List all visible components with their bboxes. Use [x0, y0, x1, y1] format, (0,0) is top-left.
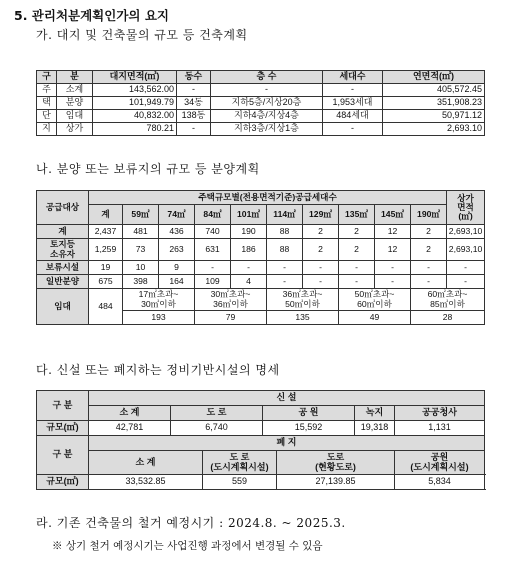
- header-cell: 도로 (현황도로): [277, 451, 395, 475]
- table-row: [37, 225, 485, 239]
- table-cell: 164: [159, 275, 195, 289]
- table-cell: 484세대: [323, 110, 383, 123]
- section-ga-heading: 가. 대지 및 건축물의 규모 등 건축계획: [36, 28, 248, 42]
- table-cell: 2,693,10: [447, 225, 485, 239]
- rental-range: 30㎡초과~ 36㎡이하: [195, 289, 267, 311]
- table-cell: 4: [231, 275, 267, 289]
- table-cell: 675: [89, 275, 123, 289]
- row-label: 보류시설: [37, 261, 89, 275]
- table-cell: 101,949.79: [93, 97, 177, 110]
- table-cell: 50,971.12: [383, 110, 485, 123]
- size-header: 145㎡: [375, 205, 411, 225]
- table-cell: 740: [195, 225, 231, 239]
- table-cell: 2: [339, 225, 375, 239]
- table-cell: 2: [303, 239, 339, 261]
- row-label: 일반분양: [37, 275, 89, 289]
- table-cell: 79: [195, 311, 267, 325]
- table-cell: 436: [159, 225, 195, 239]
- rental-range: 50㎡초과~ 60㎡이하: [339, 289, 411, 311]
- table-cell: 190: [231, 225, 267, 239]
- table-cell: 27,139.85: [277, 475, 395, 490]
- table-cell: 138동: [177, 110, 211, 123]
- table-cell: -: [411, 261, 447, 275]
- table-cell: -: [411, 275, 447, 289]
- table-cell: 2: [339, 239, 375, 261]
- rental-range-row: [37, 289, 485, 311]
- abolished-facility-header: 폐 지: [89, 436, 485, 451]
- table-cell: -: [323, 123, 383, 136]
- table-cell: 33,532.85: [89, 475, 203, 490]
- table-cell: -: [267, 275, 303, 289]
- table-row: [37, 110, 485, 123]
- table-cell: 2,693,10: [447, 239, 485, 261]
- section-da-heading: 다. 신설 또는 폐지하는 정비기반시설의 명세: [36, 363, 280, 377]
- table-cell: 지하5층/지상20층: [211, 97, 323, 110]
- table-cell: 2,437: [89, 225, 123, 239]
- table-cell: 49: [339, 311, 411, 325]
- table-cell: 88: [267, 225, 303, 239]
- table-cell: 73: [123, 239, 159, 261]
- header-cell: 분: [57, 71, 93, 84]
- table-cell: 780.21: [93, 123, 177, 136]
- header-cell: 소 계: [89, 406, 171, 421]
- table-row: [37, 123, 485, 136]
- header-cell: 녹지: [355, 406, 395, 421]
- row-label: 분양: [57, 97, 93, 110]
- row-label: 규모(㎡): [37, 475, 89, 490]
- table-cell: 631: [195, 239, 231, 261]
- table-cell: 398: [123, 275, 159, 289]
- table-cell: -: [303, 275, 339, 289]
- table-cell: -: [177, 123, 211, 136]
- table-cell: 19,318: [355, 421, 395, 436]
- table-cell: -: [339, 275, 375, 289]
- table-cell: 351,908.23: [383, 97, 485, 110]
- table-cell: 1,953세대: [323, 97, 383, 110]
- table-cell: -: [231, 261, 267, 275]
- table-header-row: [37, 71, 485, 84]
- header-cell: 소 계: [89, 451, 203, 475]
- table-cell: 135: [267, 311, 339, 325]
- size-header: 135㎡: [339, 205, 375, 225]
- table-cell: 34동: [177, 97, 211, 110]
- size-header: 계: [89, 205, 123, 225]
- header-cell: 도 로: [171, 406, 263, 421]
- table-cell: 1,131: [395, 421, 485, 436]
- row-label: 임대: [57, 110, 93, 123]
- table-cell: 42,781: [89, 421, 171, 436]
- side-label: 택: [37, 97, 57, 110]
- table-cell: 88: [267, 239, 303, 261]
- table-cell: 28: [411, 311, 485, 325]
- header-cell: 공공청사: [395, 406, 485, 421]
- header-cell: 대지면적(㎡): [93, 71, 177, 84]
- table-cell: -: [375, 261, 411, 275]
- section-ra-heading: 라. 기존 건축물의 철거 예정시기 : 2024.8. ~ 2025.3.: [36, 516, 346, 530]
- size-header: 84㎡: [195, 205, 231, 225]
- table-cell: 2: [411, 239, 447, 261]
- table-cell: 1,259: [89, 239, 123, 261]
- table-cell: 2: [411, 225, 447, 239]
- row-label: 토지등 소유자: [37, 239, 89, 261]
- size-header: 59㎡: [123, 205, 159, 225]
- size-header: 74㎡: [159, 205, 195, 225]
- size-header: 101㎡: [231, 205, 267, 225]
- building-plan-table: [36, 70, 485, 136]
- table-cell: 2: [303, 225, 339, 239]
- table-cell: 484: [89, 289, 123, 325]
- rental-range: 17㎡초과~ 30㎡이하: [123, 289, 195, 311]
- table-cell: 15,592: [263, 421, 355, 436]
- header-cell: 공원 (도시계획시설): [395, 451, 485, 475]
- table-cell: 지하3층/지상1층: [211, 123, 323, 136]
- side-label: 단: [37, 110, 57, 123]
- table-cell: -: [267, 261, 303, 275]
- table-row: [37, 97, 485, 110]
- table-cell: -: [303, 261, 339, 275]
- side-label: 지: [37, 123, 57, 136]
- table-cell: -: [177, 84, 211, 97]
- table-row: [37, 421, 485, 436]
- store-area-header: 상가 면적 (㎡): [447, 191, 485, 225]
- table-cell: -: [211, 84, 323, 97]
- table-cell: -: [447, 275, 485, 289]
- table-cell: 5,834: [395, 475, 485, 490]
- gubun-header: 구 분: [37, 436, 89, 475]
- row-label: 상가: [57, 123, 93, 136]
- gubun-header: 구 분: [37, 391, 89, 421]
- header-cell: 층 수: [211, 71, 323, 84]
- table-cell: 19: [89, 261, 123, 275]
- table-cell: 40,832.00: [93, 110, 177, 123]
- header-cell: 공 원: [263, 406, 355, 421]
- new-facility-header: 신 설: [89, 391, 485, 406]
- header-cell: 동수: [177, 71, 211, 84]
- side-label: 주: [37, 84, 57, 97]
- table-cell: 6,740: [171, 421, 263, 436]
- table-cell: 263: [159, 239, 195, 261]
- document-title: 5. 관리처분계획인가의 요지: [14, 8, 169, 23]
- size-header: 129㎡: [303, 205, 339, 225]
- table-row: [37, 239, 485, 261]
- row-label: 규모(㎡): [37, 421, 89, 436]
- table-row: [37, 475, 485, 490]
- size-header: 190㎡: [411, 205, 447, 225]
- table-row: [37, 275, 485, 289]
- table-row: [37, 261, 485, 275]
- table-cell: 12: [375, 225, 411, 239]
- table-cell: 109: [195, 275, 231, 289]
- table-cell: 405,572.45: [383, 84, 485, 97]
- infrastructure-table: [36, 390, 485, 490]
- table-cell: 10: [123, 261, 159, 275]
- header-cell: 세대수: [323, 71, 383, 84]
- table-cell: 186: [231, 239, 267, 261]
- group-header: 주택규모별(전용면적기준)공급세대수: [89, 191, 447, 205]
- table-cell: -: [195, 261, 231, 275]
- rental-range: 60㎡초과~ 85㎡이하: [411, 289, 485, 311]
- header-cell: 연면적(㎡): [383, 71, 485, 84]
- rental-range: 36㎡초과~ 50㎡이하: [267, 289, 339, 311]
- table-cell: 143,562.00: [93, 84, 177, 97]
- table-row: [37, 84, 485, 97]
- section-na-heading: 나. 분양 또는 보류지의 규모 등 분양계획: [36, 162, 260, 176]
- header-cell: 도 로 (도시계획시설): [203, 451, 277, 475]
- table-cell: -: [339, 261, 375, 275]
- row-label: 계: [37, 225, 89, 239]
- table-cell: 지하4층/지상4층: [211, 110, 323, 123]
- table-cell: -: [447, 261, 485, 275]
- table-cell: 2,693.10: [383, 123, 485, 136]
- table-cell: -: [323, 84, 383, 97]
- size-header: 114㎡: [267, 205, 303, 225]
- demolition-note: ※ 상기 철거 예정시기는 사업진행 과정에서 변경될 수 있음: [52, 540, 323, 552]
- row-label: 임대: [37, 289, 89, 325]
- table-cell: 481: [123, 225, 159, 239]
- table-cell: 559: [203, 475, 277, 490]
- row-label: 소계: [57, 84, 93, 97]
- table-cell: 12: [375, 239, 411, 261]
- table-cell: -: [375, 275, 411, 289]
- supply-target-header: 공급대상: [37, 191, 89, 225]
- sales-plan-table: [36, 190, 485, 325]
- table-cell: 193: [123, 311, 195, 325]
- table-cell: 9: [159, 261, 195, 275]
- header-cell: 구: [37, 71, 57, 84]
